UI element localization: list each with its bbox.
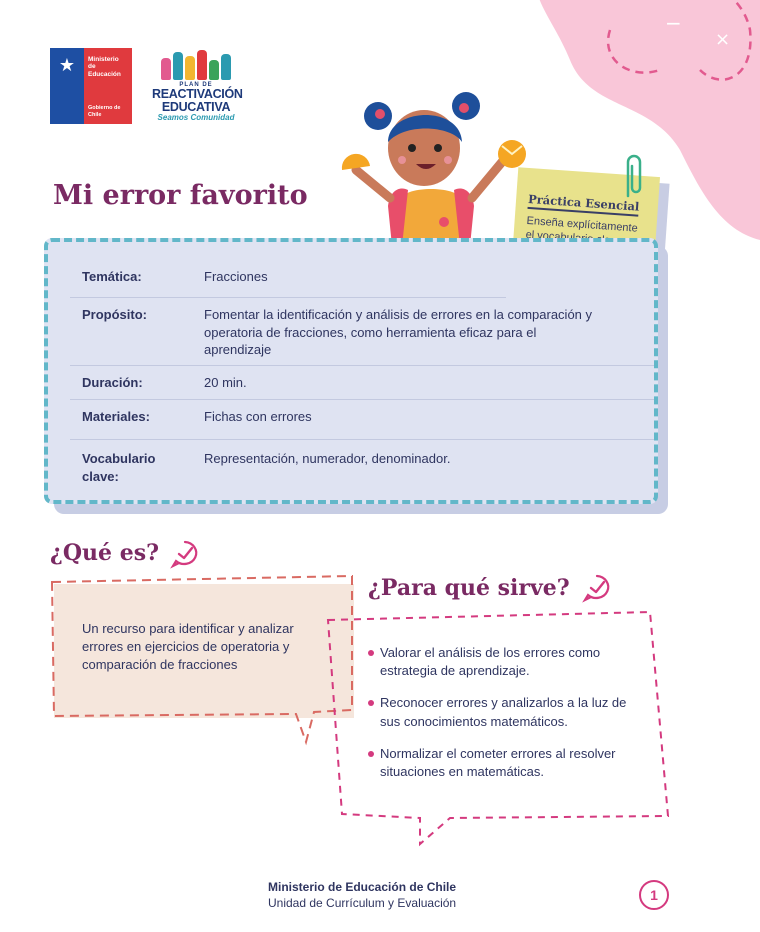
que-es-heading: ¿Qué es? [50, 540, 159, 566]
gobierno-logo-text: Gobierno de Chile [88, 105, 121, 118]
girl-illustration [336, 86, 536, 246]
list-item [368, 644, 638, 680]
row-label: Propósito: [82, 307, 147, 322]
plan-logo-tagline: Seamos Comunidad [157, 113, 235, 122]
para-que-list [368, 644, 638, 795]
ministerio-logo [50, 48, 132, 124]
activity-info-card [44, 238, 658, 504]
row-duracion [70, 366, 654, 400]
row-vocabulario [70, 440, 654, 496]
row-value: 20 min. [204, 375, 247, 390]
page-title: Mi error favorito [53, 180, 308, 211]
ministerio-logo-text: Ministerio de Educación [88, 56, 121, 78]
list-item-text: Normalizar el cometer errores al resolver situaciones en matemáticas. [380, 745, 616, 779]
list-item-text: Reconocer errores y analizarlos a la luz de sus conocimientos matemáticos. [380, 695, 627, 729]
row-value: Fracciones [204, 269, 268, 284]
bullet-dot [368, 700, 374, 706]
footer-unidad: Unidad de Currículum y Evaluación [268, 896, 457, 910]
row-label: Vocabulario clave: [82, 451, 156, 485]
paperclip-icon [620, 152, 644, 200]
bullet-dot [368, 751, 374, 757]
page-number: 1 [639, 880, 669, 910]
row-value: Representación, numerador, denominador. [204, 451, 451, 466]
plan-logo-line2: EDUCATIVA [161, 99, 231, 114]
row-label: Temática: [82, 269, 142, 284]
row-value: Fomentar la identificación y análisis de errores en la comparación y operatoria de fracciones, como herramienta eficaz para el aprendizaje [204, 307, 593, 358]
bullet-dot [368, 650, 374, 656]
star-icon: ★ [58, 55, 76, 75]
row-label: Duración: [82, 375, 143, 390]
list-item [368, 745, 638, 781]
row-materiales [70, 400, 654, 440]
list-item [368, 694, 638, 730]
row-value: Fichas con errores [204, 409, 312, 424]
plan-logo-small: PLAN DE [179, 82, 213, 88]
row-proposito [70, 298, 654, 366]
check-bubble-icon [170, 540, 200, 568]
svg-text:×: × [715, 29, 731, 50]
list-item-text: Valorar el análisis de los errores como estrategia de aprendizaje. [380, 645, 601, 679]
note-text: Enseña explícitamente el [525, 214, 639, 242]
footer-ministerio: Ministerio de Educación de Chile [268, 880, 457, 894]
para-que-sirve-heading: ¿Para qué sirve? [368, 575, 570, 601]
plan-logo-line1: REACTIVACIÓN [152, 87, 243, 101]
check-bubble-icon [582, 574, 612, 602]
plan-reactivacion-logo [152, 48, 243, 126]
note-title: Práctica Esencial [527, 192, 639, 217]
row-label: Materiales: [82, 409, 150, 424]
que-es-text: Un recurso para identificar y analizar errores en ejercicios de operatoria y comparación de fracciones [82, 621, 294, 673]
svg-text:−: − [665, 11, 682, 35]
row-tematica [70, 252, 506, 298]
hands-icon [152, 48, 240, 80]
